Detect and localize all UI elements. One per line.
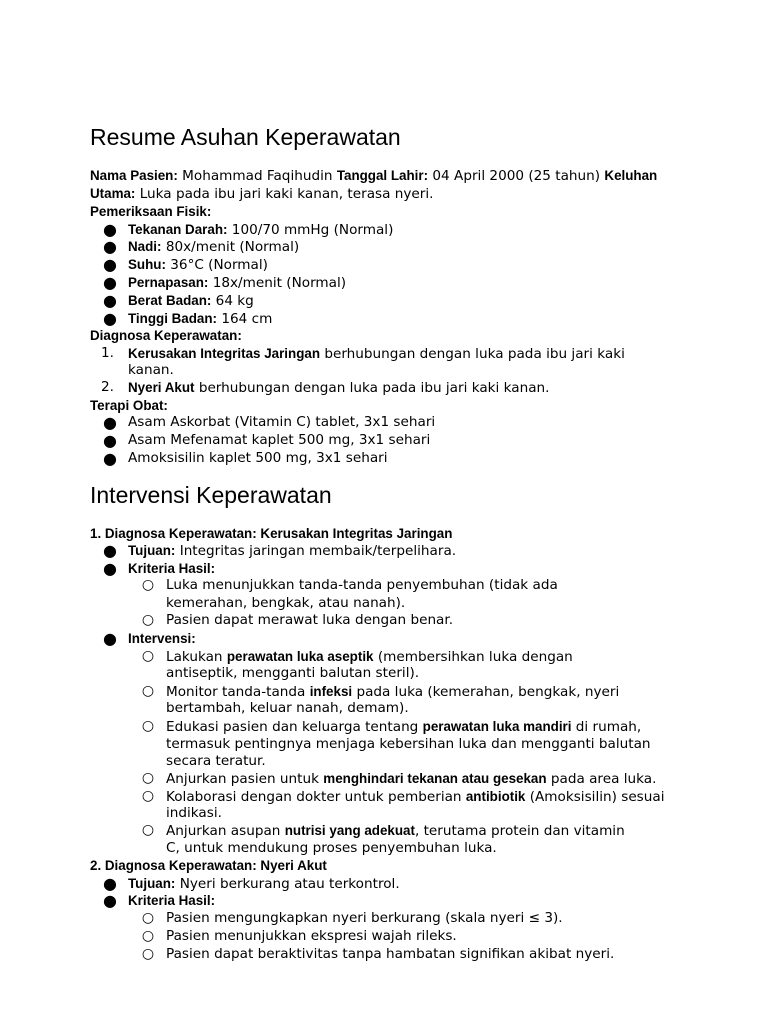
intervention-text: pada area luka.: [546, 771, 657, 787]
intervention-emphasis: nutrisi yang adekuat: [284, 823, 415, 838]
intervention-emphasis: perawatan luka aseptik: [226, 649, 374, 664]
intervention-text-cont: bertambah, keluar nanah, demam).: [166, 700, 409, 716]
bullet-icon: ●: [103, 413, 117, 432]
criteria-text: Pasien dapat beraktivitas tanpa hambatan signifikan akibat nyeri.: [166, 946, 615, 962]
patient-name-value: Mohammad Faqihudin: [182, 168, 333, 184]
diagnosis-number: 2.: [101, 379, 114, 395]
therapy-text: Asam Askorbat (Vitamin C) tablet, 3x1 sehari: [128, 414, 436, 430]
bullet-icon: ●: [103, 431, 117, 450]
intervention-title: Intervensi Keperawatan: [90, 482, 332, 508]
circle-bullet-icon: ○: [141, 612, 155, 628]
bullet-icon: ●: [103, 255, 117, 274]
patient-dob-value: 04 April 2000 (25 tahun): [432, 168, 601, 184]
intervention-text: Lakukan: [166, 649, 227, 665]
intervention-text-cont: termasuk pentingnya menjaga kebersihan luka dan mengganti balutan: [166, 736, 651, 752]
exam-value: 36°C (Normal): [170, 257, 268, 273]
intervention-text: di rumah,: [571, 719, 642, 735]
bullet-icon: ●: [103, 309, 117, 328]
intervention-text: , terutama protein dan vitamin: [414, 823, 625, 839]
intervention-text: pada luka (kemerahan, bengkak, nyeri: [352, 684, 620, 700]
circle-bullet-icon: ○: [141, 788, 155, 804]
intervention-emphasis: perawatan luka mandiri: [422, 719, 572, 734]
intervention-text: Anjurkan asupan: [166, 823, 285, 839]
patient-complaint-value: Luka pada ibu jari kaki kanan, terasa nyeri.: [139, 186, 434, 202]
exam-value: 164 cm: [221, 311, 273, 327]
goal-label: Tujuan:: [128, 876, 176, 891]
patient-line-1: [90, 167, 657, 185]
dx2-heading: 2. Diagnosa Keperawatan: Nyeri Akut: [90, 858, 327, 873]
bullet-icon: ●: [103, 449, 117, 468]
resume-title: Resume Asuhan Keperawatan: [90, 124, 401, 150]
bullet-icon: ●: [103, 237, 117, 256]
exam-label: Berat Badan:: [128, 293, 212, 308]
intervention-text-cont: C, untuk mendukung proses penyembuhan luka.: [166, 840, 497, 856]
exam-label: Suhu:: [128, 257, 166, 272]
diagnosis-text: berhubungan dengan luka pada ibu jari kaki kanan.: [198, 380, 550, 396]
intervention-text: Anjurkan pasien untuk: [166, 771, 324, 787]
diagnosis-text-cont: kanan.: [128, 362, 174, 378]
circle-bullet-icon: ○: [141, 770, 155, 786]
goal-value: Integritas jaringan membaik/terpelihara.: [179, 543, 457, 559]
circle-bullet-icon: ○: [141, 928, 155, 944]
criteria-text: Pasien dapat merawat luka dengan benar.: [166, 612, 454, 628]
criteria-text: Pasien mengungkapkan nyeri berkurang (skala nyeri ≤ 3).: [166, 910, 563, 926]
dx1-heading: 1. Diagnosa Keperawatan: Kerusakan Integritas Jaringan: [90, 526, 453, 541]
goal-value: Nyeri berkurang atau terkontrol.: [179, 876, 400, 892]
exam-value: 64 kg: [215, 293, 254, 309]
circle-bullet-icon: ○: [141, 910, 155, 926]
patient-complaint-label-2: Utama:: [90, 186, 136, 201]
diagnosis-number: 1.: [101, 345, 114, 361]
intervention-emphasis: infeksi: [309, 684, 353, 699]
intervention-emphasis: menghindari tekanan atau gesekan: [323, 771, 547, 786]
intervention-text: (membersihkan luka dengan: [373, 649, 573, 665]
bullet-icon: ●: [103, 559, 117, 578]
exam-label: Nadi:: [128, 239, 162, 254]
bullet-icon: ●: [103, 273, 117, 292]
circle-bullet-icon: ○: [141, 822, 155, 838]
patient-dob-label: Tanggal Lahir:: [336, 168, 429, 183]
criteria-text-cont: kemerahan, bengkak, atau nanah).: [166, 595, 406, 611]
diagnosis-text: berhubungan dengan luka pada ibu jari kaki: [324, 346, 625, 362]
circle-bullet-icon: ○: [141, 718, 155, 734]
intervention-emphasis: antibiotik: [465, 789, 526, 804]
patient-name-label: Nama Pasien:: [90, 168, 178, 183]
patient-line-2: [90, 185, 433, 203]
diagnosis-title: Kerusakan Integritas Jaringan: [128, 346, 321, 361]
exam-heading: Pemeriksaan Fisik:: [90, 204, 212, 219]
exam-label: Tinggi Badan:: [128, 311, 218, 326]
bullet-icon: ●: [103, 541, 117, 560]
bullet-icon: ●: [103, 874, 117, 893]
patient-complaint-label: Keluhan: [604, 168, 658, 183]
diagnosis-title: Nyeri Akut: [128, 380, 195, 395]
goal-label: Tujuan:: [128, 543, 176, 558]
circle-bullet-icon: ○: [141, 683, 155, 699]
intervention-text-cont: antiseptik, mengganti balutan steril).: [166, 665, 420, 681]
criteria-label: Kriteria Hasil:: [128, 893, 216, 908]
bullet-icon: ●: [103, 291, 117, 310]
intervention-text: (Amoksisilin) sesuai: [525, 789, 665, 805]
exam-value: 18x/menit (Normal): [212, 275, 347, 291]
criteria-text: Luka menunjukkan tanda-tanda penyembuhan (tidak ada: [166, 577, 558, 593]
bullet-icon: ●: [103, 220, 117, 239]
exam-label: Tekanan Darah:: [128, 222, 228, 237]
intervention-text: Kolaborasi dengan dokter untuk pemberian: [166, 789, 466, 805]
circle-bullet-icon: ○: [141, 577, 155, 593]
intervention-text: Edukasi pasien dan keluarga tentang: [166, 719, 423, 735]
intervention-text: Monitor tanda-tanda: [166, 684, 310, 700]
intervention-label: Intervensi:: [128, 631, 196, 646]
criteria-label: Kriteria Hasil:: [128, 561, 216, 576]
diagnosis-heading: Diagnosa Keperawatan:: [90, 328, 242, 343]
bullet-icon: ●: [103, 891, 117, 910]
circle-bullet-icon: ○: [141, 946, 155, 962]
therapy-text: Amoksisilin kaplet 500 mg, 3x1 sehari: [128, 450, 388, 466]
exam-value: 100/70 mmHg (Normal): [231, 222, 394, 238]
exam-label: Pernapasan:: [128, 275, 209, 290]
bullet-icon: ●: [103, 629, 117, 648]
circle-bullet-icon: ○: [141, 648, 155, 664]
intervention-text-cont: secara teratur.: [166, 753, 266, 769]
exam-value: 80x/menit (Normal): [165, 239, 300, 255]
therapy-heading: Terapi Obat:: [90, 398, 168, 413]
therapy-text: Asam Mefenamat kaplet 500 mg, 3x1 sehari: [128, 432, 431, 448]
intervention-text-cont: indikasi.: [166, 805, 222, 821]
criteria-text: Pasien menunjukkan ekspresi wajah rileks.: [166, 928, 457, 944]
